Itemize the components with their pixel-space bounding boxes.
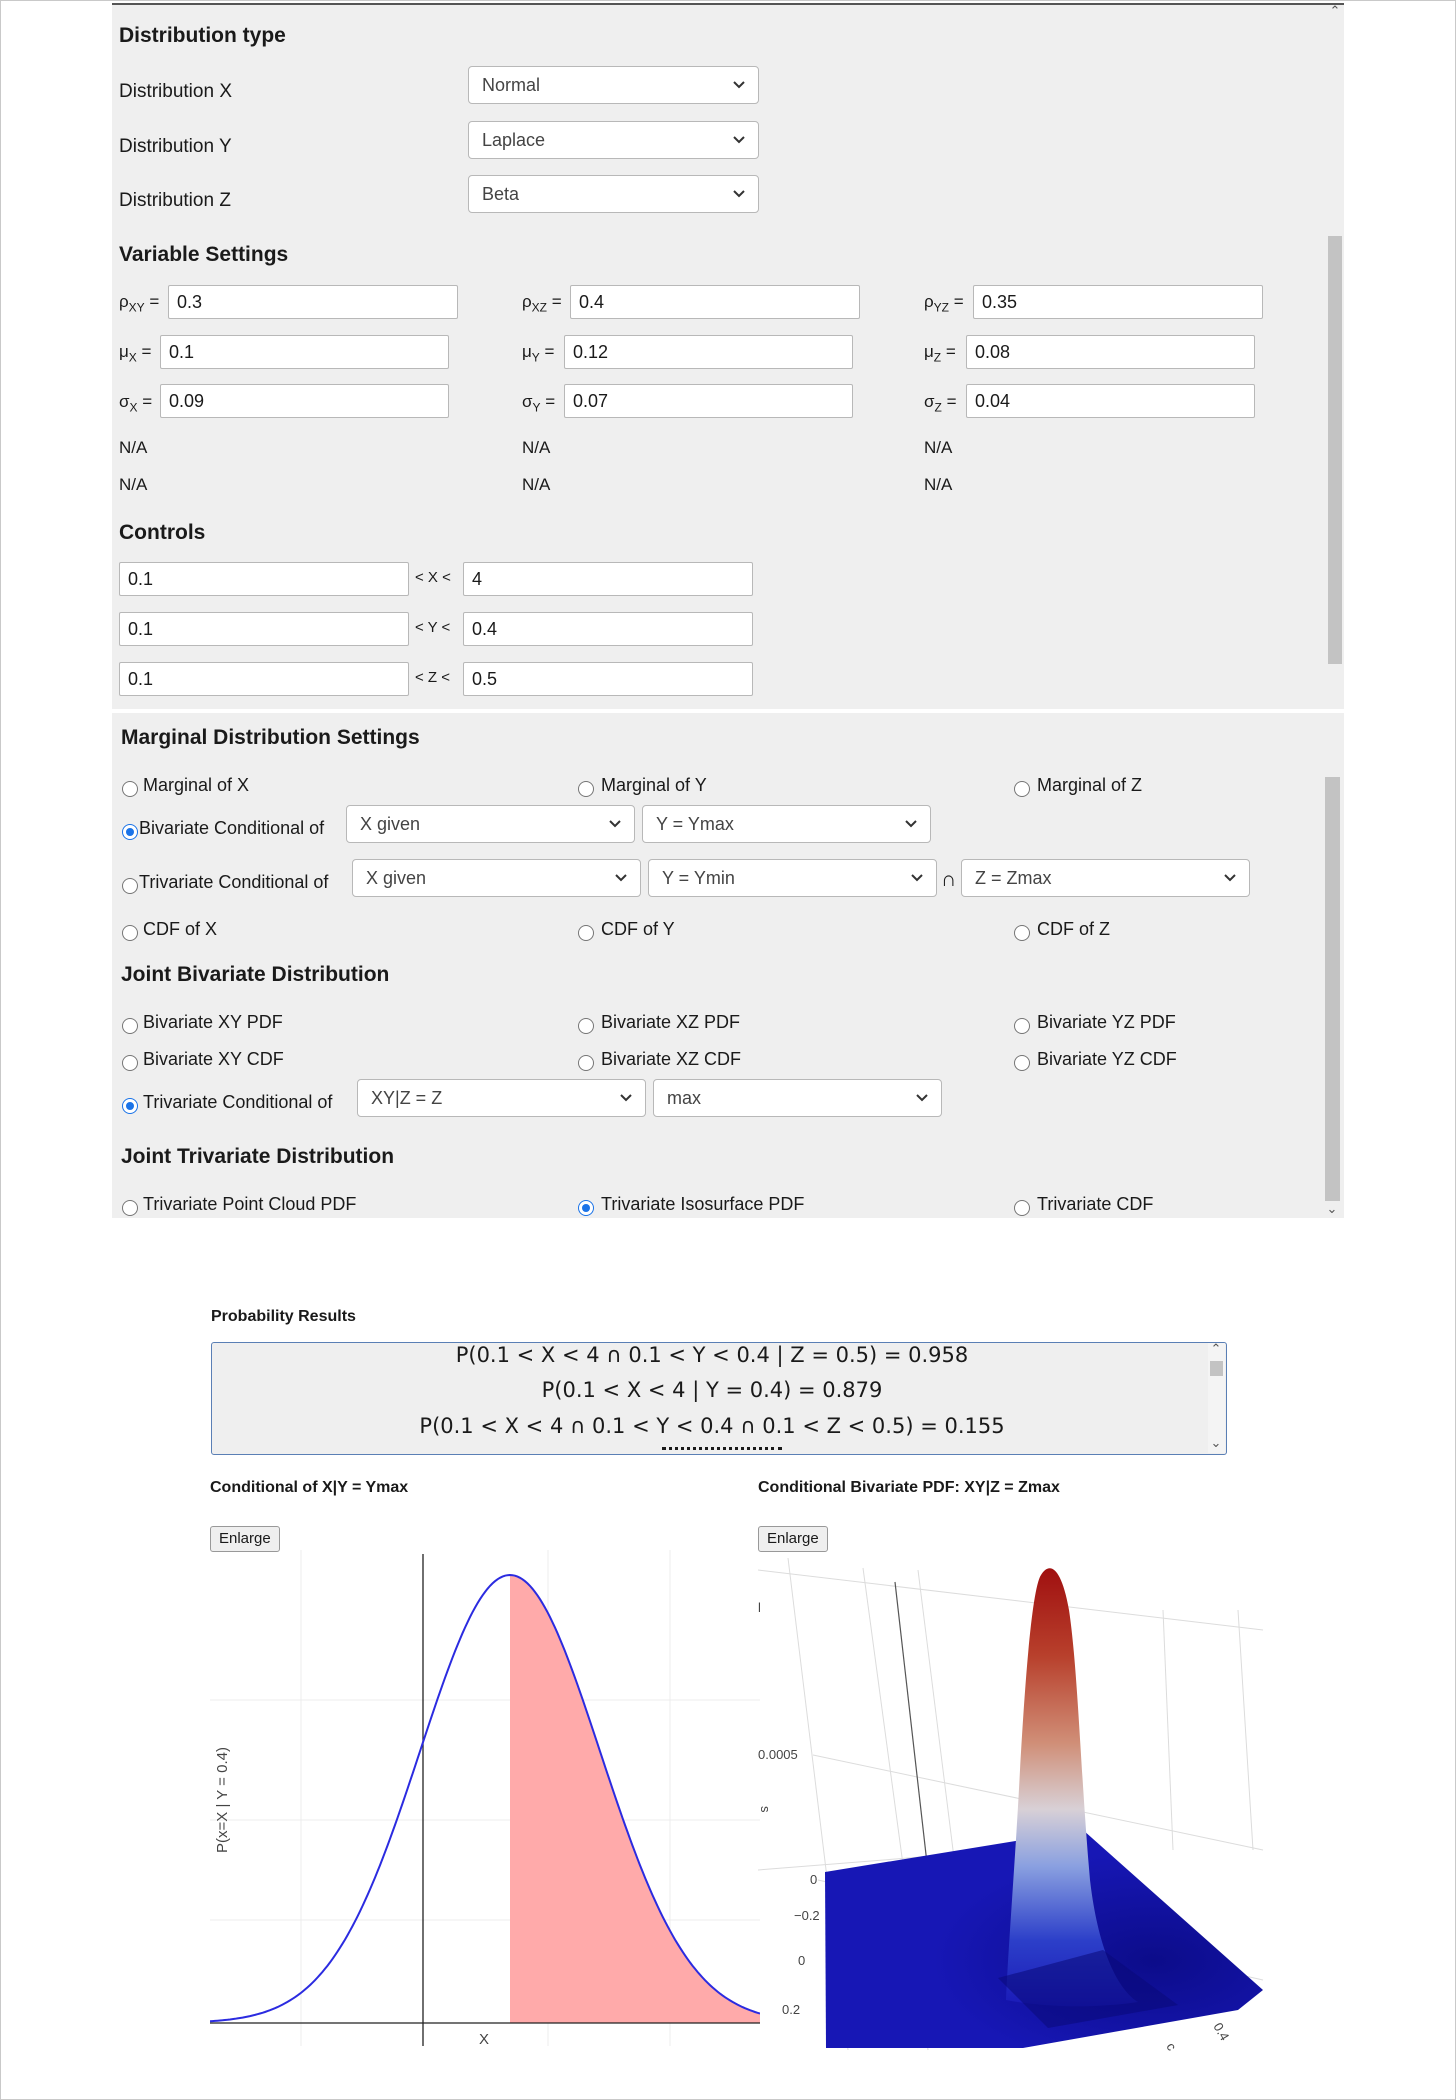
marginal-settings-title: Marginal Distribution Settings: [121, 726, 420, 749]
x-range-separator: < X <: [415, 569, 451, 586]
marginal-y-radio[interactable]: [578, 781, 594, 797]
marginal-y-label: Marginal of Y: [601, 775, 707, 795]
trivariate-given-y-select[interactable]: [648, 859, 937, 897]
trivariate-conditional-radio[interactable]: [122, 878, 138, 894]
cdf-x-radio[interactable]: [122, 925, 138, 941]
joint-conditional-select[interactable]: [357, 1079, 646, 1117]
cdf-z-label: CDF of Z: [1037, 919, 1111, 939]
z-axis-title: s: [758, 1806, 773, 1813]
scroll-up-icon[interactable]: ⌃: [1329, 3, 1341, 18]
left-plot: [210, 1550, 760, 2050]
distribution-x-value: Normal: [482, 75, 541, 95]
bivariate-conditional-label: Bivariate Conditional of: [139, 818, 325, 838]
scroll-down-icon[interactable]: ⌄: [1326, 1201, 1338, 1216]
y-lower-input[interactable]: 0.1: [119, 612, 409, 646]
x-tick-label: 0: [798, 1953, 806, 1968]
trivariate-point-cloud-label: Trivariate Point Cloud PDF: [143, 1194, 357, 1214]
bivariate-xy-pdf-radio[interactable]: [122, 1018, 138, 1034]
chevron-down-icon: [730, 75, 748, 93]
marginal-z-radio[interactable]: [1014, 781, 1030, 797]
results-scrollbar[interactable]: [1208, 1343, 1225, 1453]
marginal-scroll-thumb[interactable]: [1325, 777, 1340, 1201]
cdf-z-radio[interactable]: [1014, 925, 1030, 941]
chevron-down-icon: [606, 814, 624, 832]
distribution-x-select[interactable]: [468, 66, 759, 104]
sigma-z-input[interactable]: 0.04: [966, 384, 1255, 418]
chevron-down-icon: [913, 1088, 931, 1106]
na-text: N/A: [522, 475, 551, 494]
distribution-z-value: Beta: [482, 184, 520, 204]
left-plot-ylabel: P(x=X | Y = 0.4): [214, 1747, 231, 1853]
joint-conditional-value: XY|Z = Z: [371, 1088, 443, 1108]
x-tick-label: −0.2: [794, 1908, 820, 1923]
bivariate-xz-pdf-radio[interactable]: [578, 1018, 594, 1034]
intersection-symbol: ∩: [941, 868, 957, 891]
trivariate-variable-value: X given: [366, 868, 427, 888]
y-upper-input[interactable]: 0.4: [463, 612, 753, 646]
mu-y-input[interactable]: 0.12: [564, 335, 853, 369]
chevron-down-icon: [730, 184, 748, 202]
probability-results-title: Probability Results: [211, 1308, 356, 1325]
bivariate-conditional-radio[interactable]: [122, 824, 138, 840]
cdf-x-label: CDF of X: [143, 919, 218, 939]
joint-trivariate-conditional-radio[interactable]: [122, 1098, 138, 1114]
trivariate-given-z-value: Z = Zmax: [975, 868, 1052, 888]
bivariate-yz-pdf-label: Bivariate YZ PDF: [1037, 1012, 1176, 1032]
trivariate-given-z-select[interactable]: [961, 859, 1250, 897]
sigma-x-label: $\sigma_X$ =: [119, 392, 153, 415]
distribution-z-select[interactable]: [468, 175, 759, 213]
settings-scroll-thumb[interactable]: [1328, 236, 1342, 664]
joint-conditional-value-selected: max: [667, 1088, 702, 1108]
marginal-scrollbar[interactable]: [1324, 713, 1340, 1218]
mu-y-label: $\mu_Y$ =: [522, 342, 555, 365]
y-range-separator: < Y <: [415, 619, 451, 636]
chevron-down-icon: [908, 868, 926, 886]
sigma-y-label: $\sigma_Y$ =: [522, 392, 556, 415]
bivariate-given-select[interactable]: [642, 805, 931, 843]
rho-xz-label: $\rho_{XZ}$ =: [522, 292, 562, 315]
shaded-probability-area: [510, 1575, 760, 2023]
bivariate-yz-pdf-radio[interactable]: [1014, 1018, 1030, 1034]
bivariate-xy-cdf-label: Bivariate XY CDF: [143, 1049, 284, 1069]
chevron-down-icon: [730, 130, 748, 148]
joint-trivariate-title: Joint Trivariate Distribution: [121, 1145, 395, 1168]
chevron-down-icon: [612, 868, 630, 886]
rho-xy-label: $\rho_{XY}$ =: [119, 292, 160, 315]
probability-results-box[interactable]: [211, 1342, 1227, 1455]
x-tick-label: 0.2: [782, 2002, 801, 2017]
trivariate-cdf-radio[interactable]: [1014, 1200, 1030, 1216]
joint-trivariate-conditional-label: Trivariate Conditional of: [143, 1092, 333, 1112]
na-text: N/A: [924, 438, 953, 457]
marginal-x-radio[interactable]: [122, 781, 138, 797]
scroll-up-icon[interactable]: ⌃: [1210, 1342, 1222, 1356]
z-tick-label: 0: [810, 1872, 818, 1887]
joint-bivariate-title: Joint Bivariate Distribution: [121, 963, 390, 986]
bivariate-yz-cdf-radio[interactable]: [1014, 1055, 1030, 1071]
x-upper-input[interactable]: 4: [463, 562, 753, 596]
chevron-down-icon: [617, 1088, 635, 1106]
bivariate-yz-cdf-label: Bivariate YZ CDF: [1037, 1049, 1177, 1069]
sigma-z-label: $\sigma_Z$ =: [924, 392, 957, 415]
distribution-y-value: Laplace: [482, 130, 546, 150]
trivariate-isosurface-label: Trivariate Isosurface PDF: [601, 1194, 805, 1214]
bivariate-xz-pdf-label: Bivariate XZ PDF: [601, 1012, 741, 1032]
trivariate-conditional-label: Trivariate Conditional of: [139, 872, 329, 892]
na-text: N/A: [522, 438, 551, 457]
enlarge-left-button[interactable]: Enlarge: [210, 1526, 280, 1552]
rho-xz-input[interactable]: 0.4: [570, 285, 860, 319]
na-text: N/A: [119, 438, 148, 457]
trivariate-point-cloud-radio[interactable]: [122, 1200, 138, 1216]
result-line: P(0.1 < X < 4 ∩ 0.1 < Y < 0.4 ∩ 0.1 < Z < 0.5) = 0.155: [419, 1414, 1005, 1438]
cdf-y-label: CDF of Y: [601, 919, 675, 939]
distribution-y-select[interactable]: [468, 121, 759, 159]
right-plot: [758, 1550, 1278, 2060]
distribution-y-label: Distribution Y: [119, 136, 232, 157]
settings-scrollbar[interactable]: [1327, 3, 1343, 709]
y-tick-label: 0.4: [1210, 2020, 1233, 2044]
result-line: P(0.1 < X < 4 | Y = 0.4) = 0.879: [541, 1378, 883, 1402]
cdf-y-radio[interactable]: [578, 925, 594, 941]
bivariate-xy-cdf-radio[interactable]: [122, 1055, 138, 1071]
mu-z-label: $\mu_Z$ =: [924, 342, 956, 365]
x-lower-input[interactable]: 0.1: [119, 562, 409, 596]
rho-xy-input[interactable]: 0.3: [168, 285, 458, 319]
mu-x-input[interactable]: 0.1: [160, 335, 449, 369]
left-plot-title: Conditional of X|Y = Ymax: [210, 1479, 409, 1496]
bivariate-variable-select[interactable]: [346, 805, 635, 843]
chevron-down-icon: [902, 814, 920, 832]
z-lower-input[interactable]: 0.1: [119, 662, 409, 696]
chevron-down-icon: [1221, 868, 1239, 886]
trivariate-variable-select[interactable]: [352, 859, 641, 897]
distribution-type-title: Distribution type: [119, 24, 286, 47]
bivariate-xz-cdf-label: Bivariate XZ CDF: [601, 1049, 742, 1069]
mu-x-label: $\mu_X$ =: [119, 342, 152, 365]
distribution-z-label: Distribution Z: [119, 190, 231, 211]
z-range-separator: < Z <: [415, 669, 451, 686]
result-line: P(0.1 < X < 4 ∩ 0.1 < Y < 0.4 | Z = 0.5) = 0.958: [455, 1343, 969, 1367]
left-plot-xlabel: X: [478, 2031, 490, 2048]
bivariate-xz-cdf-radio[interactable]: [578, 1055, 594, 1071]
bivariate-xy-pdf-label: Bivariate XY PDF: [143, 1012, 283, 1032]
joint-conditional-value-select[interactable]: [653, 1079, 942, 1117]
scroll-down-icon[interactable]: ⌄: [1210, 1435, 1222, 1450]
rho-yz-label: $\rho_{YZ}$ =: [924, 292, 964, 315]
enlarge-right-button[interactable]: Enlarge: [758, 1526, 828, 1552]
bivariate-variable-value: X given: [360, 814, 421, 834]
variable-settings-title: Variable Settings: [119, 243, 289, 266]
trivariate-cdf-label: Trivariate CDF: [1037, 1194, 1154, 1214]
marginal-z-label: Marginal of Z: [1037, 775, 1143, 795]
marginal-x-label: Marginal of X: [143, 775, 250, 795]
z-tick-label: 0.0005: [758, 1747, 798, 1762]
trivariate-given-y-value: Y = Ymin: [662, 868, 735, 888]
sigma-y-input[interactable]: 0.07: [564, 384, 853, 418]
trivariate-isosurface-radio[interactable]: [578, 1200, 594, 1216]
results-scroll-thumb[interactable]: [1210, 1361, 1223, 1376]
bivariate-given-value: Y = Ymax: [656, 814, 734, 834]
y-tick-label: c: [1163, 2040, 1180, 2054]
z-tick-label: l: [758, 1600, 761, 1615]
na-text: N/A: [924, 475, 953, 494]
right-plot-title: Conditional Bivariate PDF: XY|Z = Zmax: [758, 1479, 1060, 1496]
z-upper-input[interactable]: 0.5: [463, 662, 753, 696]
rho-yz-input[interactable]: 0.35: [973, 285, 1263, 319]
sigma-x-input[interactable]: 0.09: [160, 384, 449, 418]
distribution-x-label: Distribution X: [119, 81, 232, 102]
mu-z-input[interactable]: 0.08: [966, 335, 1255, 369]
controls-title: Controls: [119, 521, 206, 544]
na-text: N/A: [119, 475, 148, 494]
result-line-cutoff: [662, 1447, 782, 1453]
